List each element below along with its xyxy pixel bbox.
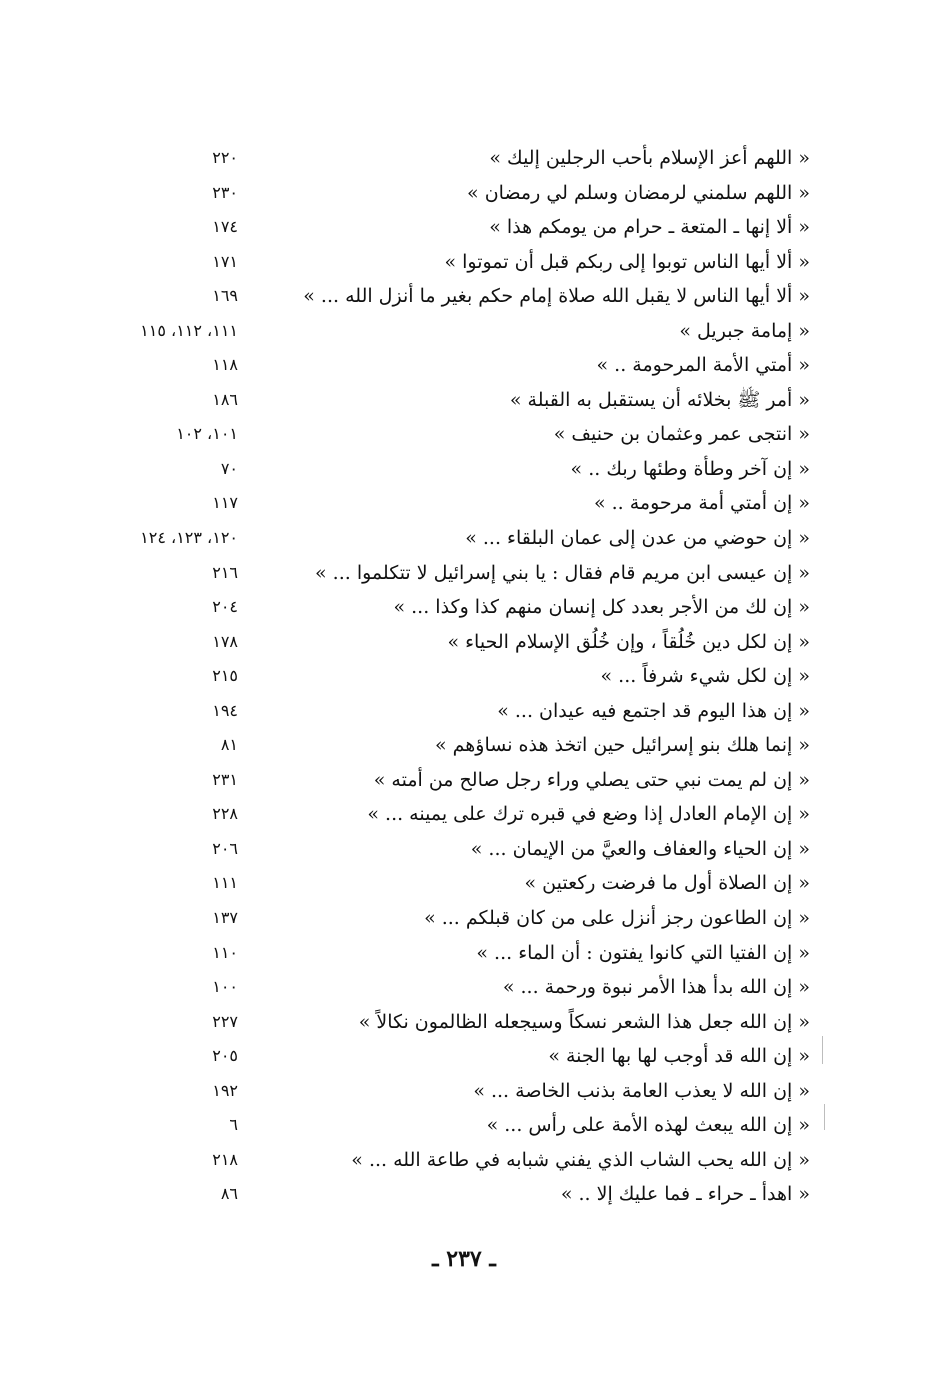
hadith-text: « إن آخر وطأة وطئها ربك .. »	[570, 457, 810, 480]
index-entry	[0, 1177, 928, 1212]
index-entry	[0, 1039, 928, 1074]
hadith-index-list	[0, 141, 928, 1212]
index-entry	[0, 763, 928, 798]
page-references: ٨٦	[220, 1184, 238, 1204]
index-entry	[0, 866, 928, 901]
hadith-text: « انتجى عمر وعثمان بن حنيف »	[553, 423, 810, 446]
page-references: ١١١	[212, 873, 238, 893]
index-entry	[0, 797, 928, 832]
page-references: ٢٠٦	[212, 838, 238, 858]
index-entry	[0, 245, 928, 280]
index-entry	[0, 210, 928, 245]
hadith-text: « إن الله يحب الشاب الذي يفني شبابه في طاعة الله ... »	[351, 1148, 810, 1171]
hadith-text: « أمتي الأمة المرحومة .. »	[596, 354, 810, 377]
page-references: ٢٢٨	[212, 804, 238, 824]
margin-mark	[822, 1036, 823, 1064]
page-references: ١٠١، ١٠٢	[176, 424, 238, 444]
index-entry	[0, 970, 928, 1005]
hadith-text: « إن حوضي من عدن إلى عمان البلقاء ... »	[465, 527, 810, 550]
page-references: ١٧١	[212, 251, 238, 271]
page-references: ١١٨	[212, 355, 238, 375]
hadith-text: « إن الله يبعث لهذه الأمة على رأس ... »	[486, 1114, 810, 1137]
page-references: ٢٠٥	[212, 1046, 238, 1066]
hadith-text: « إن الله بدأ هذا الأمر نبوة ورحمة ... »	[502, 976, 810, 999]
page-references: ٢١٦	[212, 562, 238, 582]
hadith-text: « إن لك من الأجر بعدد كل إنسان منهم كذا وكذا ... »	[393, 596, 810, 619]
index-entry	[0, 521, 928, 556]
page-references: ١١٠	[212, 942, 238, 962]
index-entry	[0, 176, 928, 211]
hadith-text: « ألا أيها الناس توبوا إلى ربكم قبل أن تموتوا »	[444, 250, 810, 273]
index-entry	[0, 348, 928, 383]
page-references: ١٠٠	[212, 977, 238, 997]
index-entry	[0, 590, 928, 625]
hadith-text: « إن الحياء والعفاف والعيَّ من الإيمان ... »	[470, 837, 810, 860]
margin-mark	[824, 1104, 825, 1130]
hadith-text: « إن الله قد أوجب لها بها الجنة »	[548, 1045, 810, 1068]
page-number: ـ ٢٣٧ ـ	[432, 1246, 496, 1272]
hadith-text: « إن الإمام العادل إذا وضع في قبره ترك على يمينه ... »	[367, 803, 810, 826]
hadith-text: « ألا إنها ـ المتعة ـ حرام من يومكم هذا »	[489, 216, 810, 239]
hadith-text: « اهدأ ـ حراء ـ فما عليك إلا .. »	[560, 1183, 810, 1206]
index-entry	[0, 383, 928, 418]
page-references: ١١١، ١١٢، ١١٥	[140, 320, 238, 340]
hadith-text: « إن الله لا يعذب العامة بذنب الخاصة ... »	[473, 1079, 810, 1102]
page-references: ٢٣٠	[212, 182, 238, 202]
page-references: ١١٧	[212, 493, 238, 513]
page-references: ٢١٨	[212, 1149, 238, 1169]
hadith-text: « اللهم أعز الإسلام بأحب الرجلين إليك »	[489, 147, 810, 169]
index-entry	[0, 417, 928, 452]
index-entry	[0, 625, 928, 660]
hadith-text: « إمامة جبريل »	[679, 319, 810, 342]
hadith-text: « إنما هلك بنو إسرائيل حين اتخذ هذه نساؤهم »	[434, 734, 810, 757]
hadith-text: « إن الطاعون رجز أنزل على من كان قبلكم ... »	[424, 907, 810, 930]
page-references: ١٧٨	[212, 631, 238, 651]
page-references: ٢٠٤	[212, 597, 238, 617]
hadith-text: « إن لم يمت نبي حتى يصلي وراء رجل صالح من أمته »	[373, 768, 810, 791]
page-references: ٢١٥	[212, 666, 238, 686]
index-entry	[0, 901, 928, 936]
hadith-text: « إن عيسى ابن مريم قام فقال : يا بني إسرائيل لا تتكلموا ... »	[315, 561, 810, 584]
index-entry	[0, 659, 928, 694]
index-entry	[0, 936, 928, 971]
index-entry	[0, 314, 928, 349]
index-entry	[0, 1108, 928, 1143]
index-entry	[0, 452, 928, 487]
hadith-text: « أمر ﷺ بخلائه أن يستقبل به القبلة »	[509, 388, 810, 411]
index-entry	[0, 728, 928, 763]
hadith-text: « ألا أيها الناس لا يقبل الله صلاة إمام حكم بغير ما أنزل الله ... »	[303, 285, 810, 308]
index-entry	[0, 832, 928, 867]
index-entry	[0, 1074, 928, 1109]
page-references: ٢٢٧	[212, 1011, 238, 1031]
page-references: ٧٠	[220, 458, 238, 478]
index-entry	[0, 486, 928, 521]
page-references: ١٧٤	[212, 217, 238, 237]
index-entry	[0, 141, 928, 176]
index-entry	[0, 279, 928, 314]
hadith-text: « اللهم سلمني لرمضان وسلم لي رمضان »	[467, 181, 810, 204]
index-entry	[0, 694, 928, 729]
hadith-text: « إن الفتيا التي كانوا يفتون : أن الماء ... »	[476, 941, 810, 964]
hadith-text: « إن لكل دين خُلُقاً ، وإن خُلُق الإسلام الحياء »	[447, 630, 810, 653]
page-references: ١٩٤	[212, 700, 238, 720]
index-entry	[0, 556, 928, 591]
hadith-text: « إن أمتي أمة مرحومة .. »	[593, 492, 810, 515]
page-references: ١٩٢	[212, 1080, 238, 1100]
page-references: ٨١	[220, 735, 238, 755]
page-references: ١٦٩	[212, 286, 238, 306]
hadith-text: « إن الصلاة أول ما فرضت ركعتين »	[524, 872, 810, 895]
page-references: ١٨٦	[212, 389, 238, 409]
hadith-text: « إن هذا اليوم قد اجتمع فيه عيدان ... »	[497, 699, 810, 722]
page-references: ١٢٠، ١٢٣، ١٢٤	[140, 528, 238, 548]
index-entry	[0, 1005, 928, 1040]
page-references: ٢٢٠	[212, 148, 238, 167]
page-references: ٦	[229, 1115, 238, 1135]
index-entry	[0, 1143, 928, 1178]
hadith-text: « إن لكل شيء شرفاً ... »	[600, 665, 810, 688]
page-references: ٢٣١	[212, 769, 238, 789]
hadith-text: « إن الله جعل هذا الشعر نسكاً وسيجعله الظالمون نكالاً »	[358, 1010, 810, 1033]
page-references: ١٣٧	[212, 908, 238, 928]
